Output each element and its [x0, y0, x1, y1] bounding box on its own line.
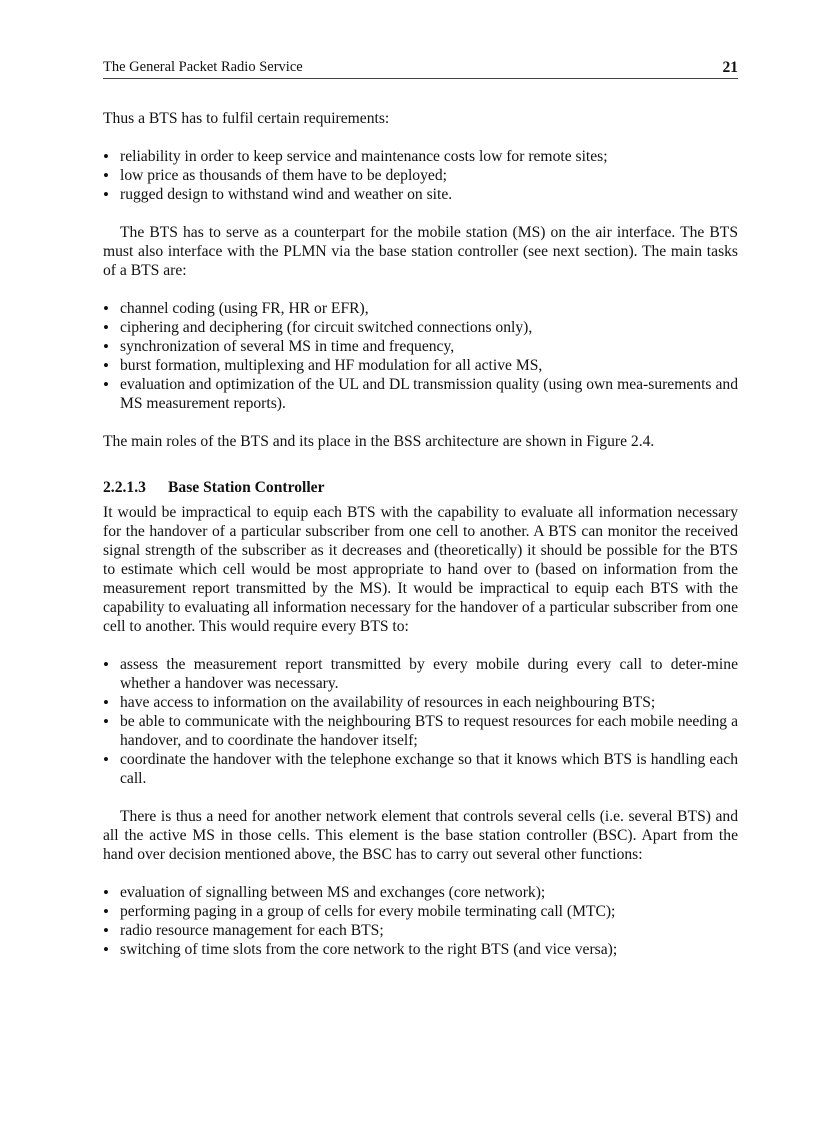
page-number: 21 [722, 59, 738, 76]
header-title: The General Packet Radio Service [103, 59, 303, 75]
list-item: • evaluation of signalling between MS and exchanges (core network); [103, 883, 738, 902]
list-item: • have access to information on the availability of resources in each neighbouring BTS; [103, 693, 738, 712]
list-item: • evaluation and optimization of the UL and DL transmission quality (using own mea-surements and MS measurement reports). [103, 375, 738, 413]
list-item: • performing paging in a group of cells for every mobile terminating call (MTC); [103, 902, 738, 921]
list-item: • low price as thousands of them have to be deployed; [103, 166, 738, 185]
list-item: • channel coding (using FR, HR or EFR), [103, 299, 738, 318]
functions-list [103, 883, 738, 959]
section-title: Base Station Controller [168, 479, 325, 496]
list-item: • burst formation, multiplexing and HF modulation for all active MS, [103, 356, 738, 375]
list-item: • assess the measurement report transmitted by every mobile during every call to deter-mine whether a handover was necessary. [103, 655, 738, 693]
section-number: 2.2.1.3 [103, 479, 146, 496]
roles-paragraph: The main roles of the BTS and its place in the BSS architecture are shown in Figure 2.4. [103, 433, 655, 450]
list-item: • rugged design to withstand wind and weather on site. [103, 185, 738, 204]
bsc-paragraph: It would be impractical to equip each BTS with the capability to evaluate all information necessary for the handover of a particular subscriber from one cell to another. A BTS can monitor the received signal strength of the subscriber as it decreases and (theoretically) it should be possible for the BTS to estimate which cell would be most appropriate to hand over to (based on information from the measurement report transmitted by the MS). It would be impractical to equip each BTS with the capability to evaluating all information necessary for the handover of a particular subscriber from one cell to another. This would require every BTS to: [103, 504, 738, 635]
bts-paragraph: The BTS has to serve as a counterpart for the mobile station (MS) on the air interface. The BTS must also interface with the PLMN via the base station controller (see next section). The main tasks of a BTS are: [103, 224, 738, 279]
section-heading [103, 478, 738, 497]
need-paragraph: There is thus a need for another network element that controls several cells (i.e. several BTS) and all the active MS in those cells. This element is the base station controller (BSC). Apart from the hand over decision mentioned above, the BSC has to carry out several other functions: [103, 808, 738, 863]
tasks-list [103, 299, 738, 413]
list-item: • switching of time slots from the core network to the right BTS (and vice versa); [103, 940, 738, 959]
intro-paragraph: Thus a BTS has to fulfil certain requirements: [103, 110, 390, 127]
list-item: • coordinate the handover with the telephone exchange so that it knows which BTS is handling each call. [103, 750, 738, 788]
list-item: • ciphering and deciphering (for circuit switched connections only), [103, 318, 738, 337]
running-header [103, 58, 738, 79]
list-item: • be able to communicate with the neighbouring BTS to request resources for each mobile needing a handover, and to coordinate the handover itself; [103, 712, 738, 750]
page-body [103, 109, 738, 959]
requires-list [103, 655, 738, 788]
requirements-list [103, 147, 738, 204]
list-item: • radio resource management for each BTS; [103, 921, 738, 940]
list-item: • reliability in order to keep service and maintenance costs low for remote sites; [103, 147, 738, 166]
list-item: • synchronization of several MS in time and frequency, [103, 337, 738, 356]
